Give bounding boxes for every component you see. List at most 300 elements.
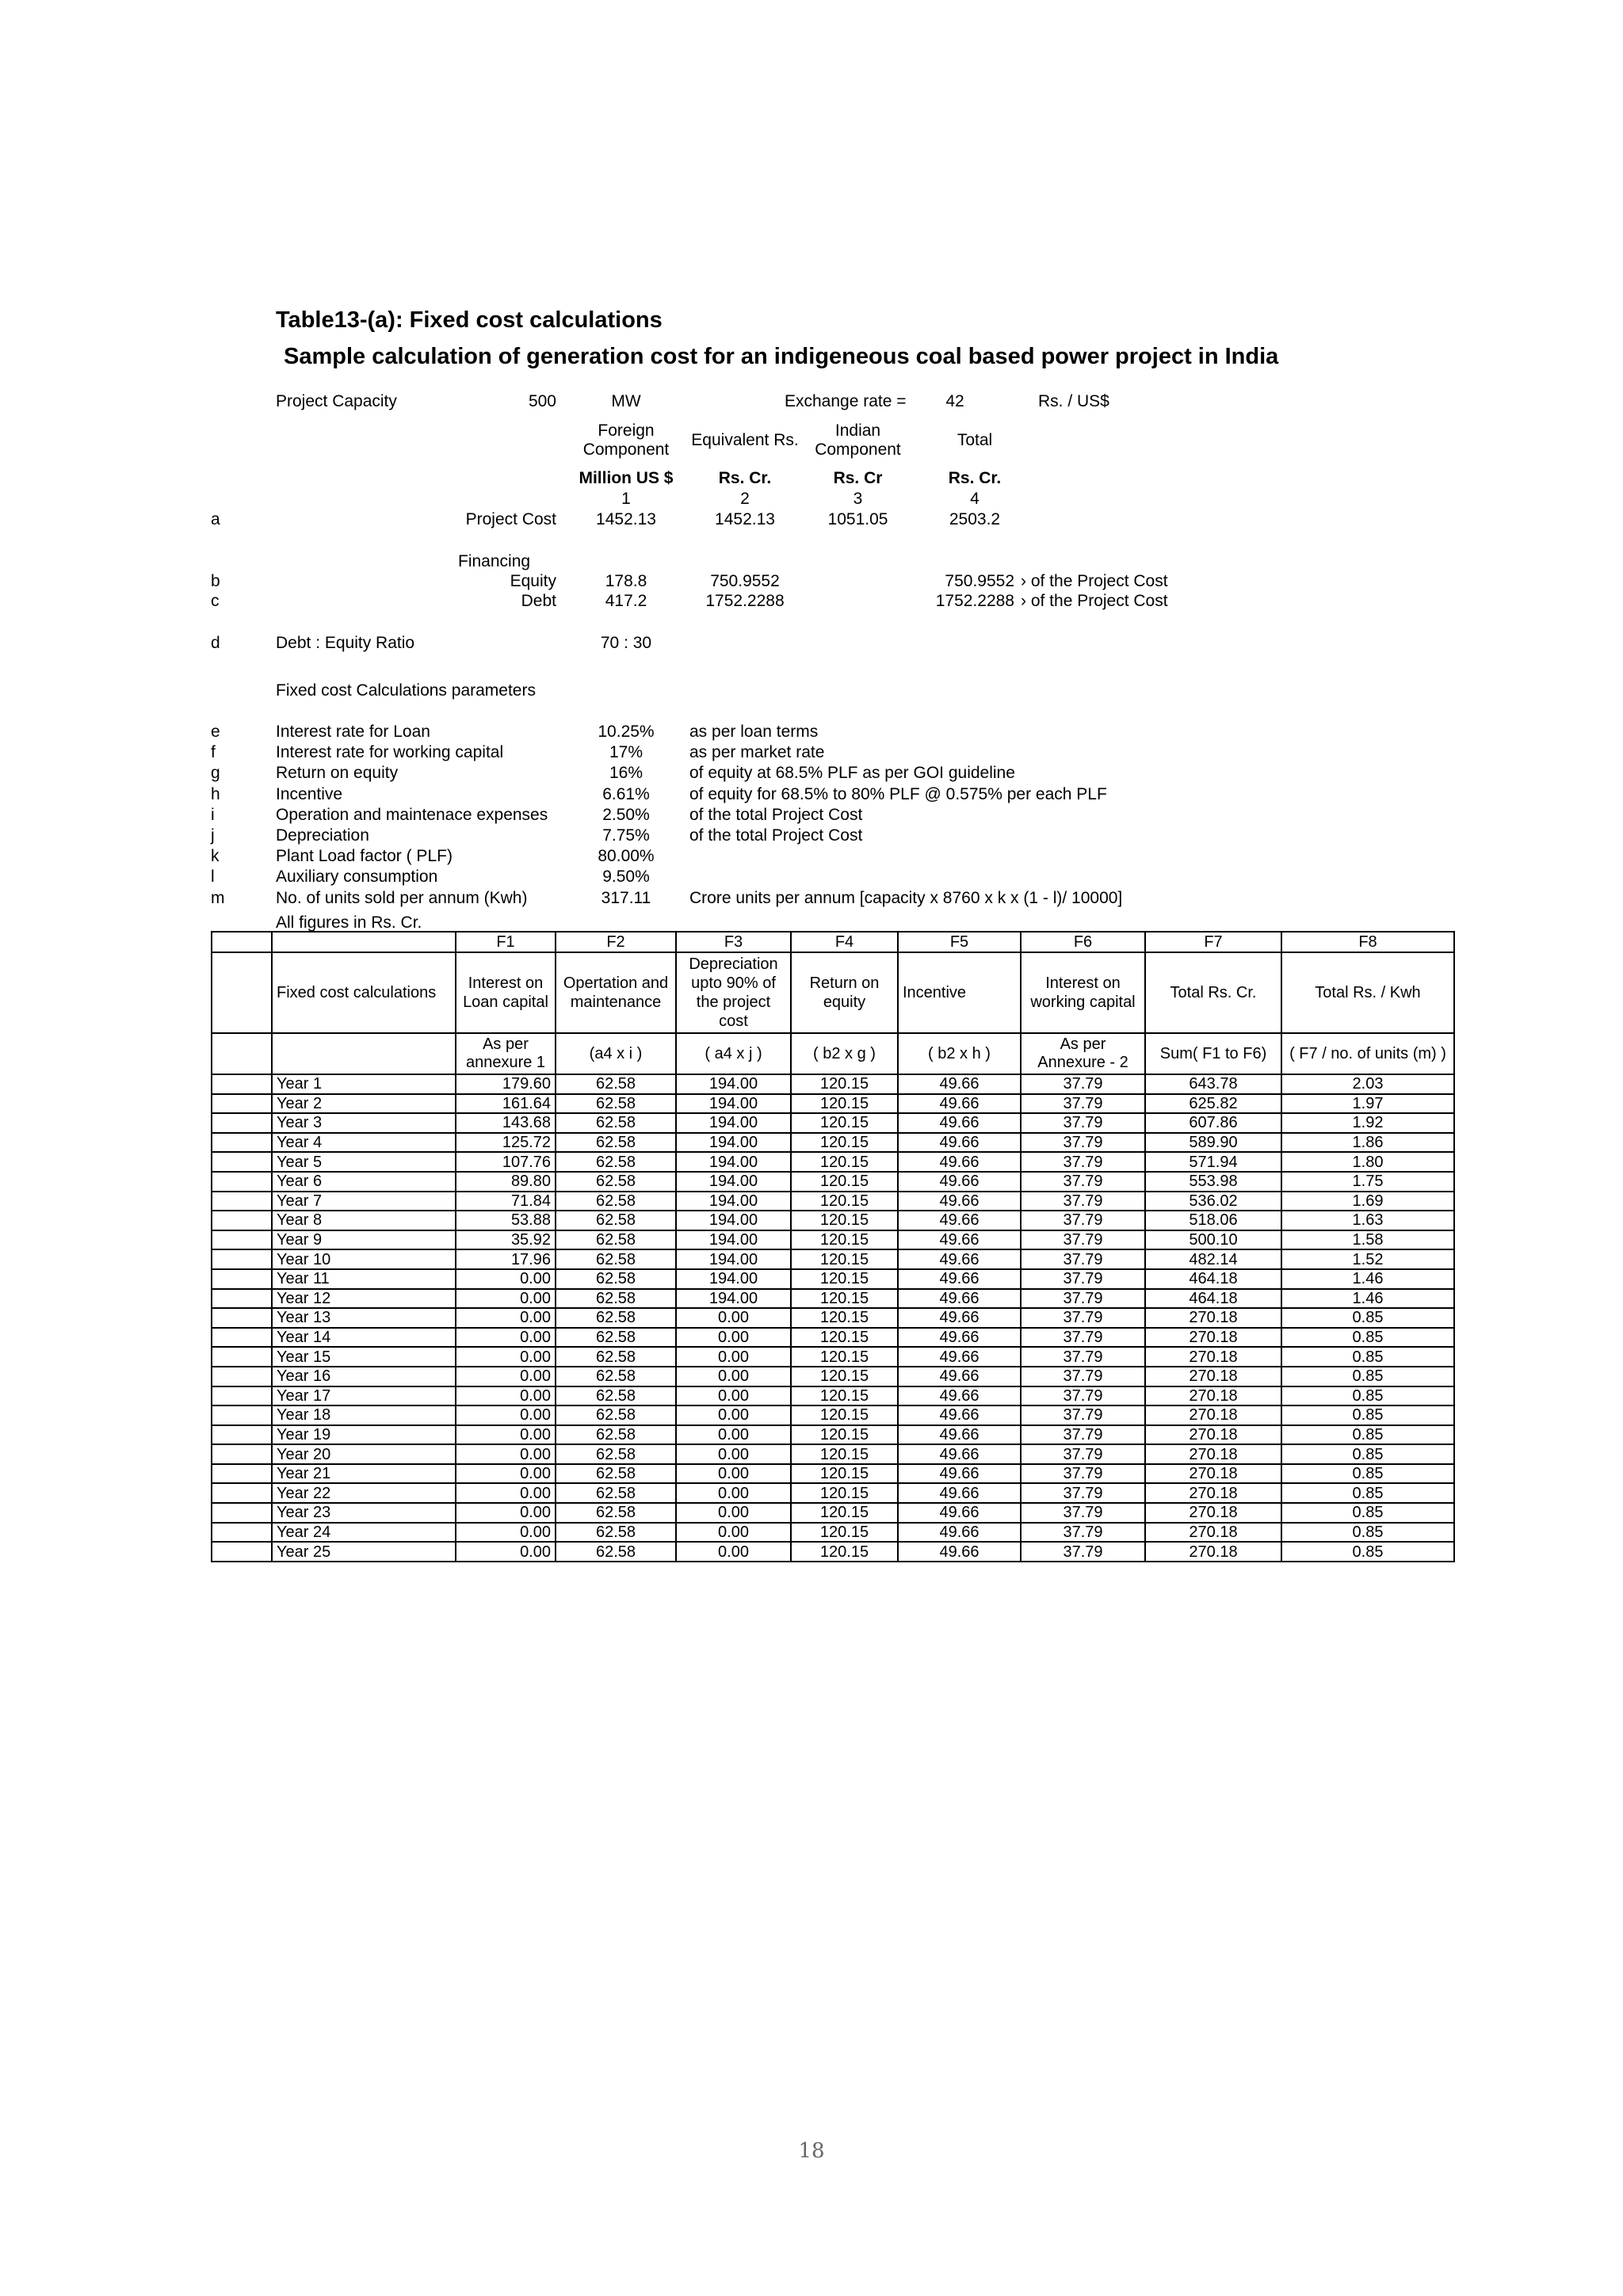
cell-f3: 194.00 bbox=[676, 1230, 791, 1250]
header-total-rs-cr: Total Rs. Cr. bbox=[1145, 952, 1281, 1033]
cell-f2: 62.58 bbox=[556, 1269, 676, 1289]
cell-f8: 1.58 bbox=[1281, 1230, 1454, 1250]
cell-f7: 536.02 bbox=[1145, 1192, 1281, 1211]
cell-f2: 62.58 bbox=[556, 1289, 676, 1309]
table-row bbox=[212, 1328, 1454, 1348]
param-letter: f bbox=[211, 743, 216, 761]
table-row bbox=[212, 1444, 1454, 1464]
cell-f8: 0.85 bbox=[1281, 1444, 1454, 1464]
cell-f4: 120.15 bbox=[791, 1074, 898, 1094]
cell-f8: 1.46 bbox=[1281, 1269, 1454, 1289]
header-return-equity: Return on equity bbox=[791, 952, 898, 1033]
project-cost-foreign: 1452.13 bbox=[596, 510, 656, 528]
cell-f2: 62.58 bbox=[556, 1386, 676, 1406]
cell-f1: 71.84 bbox=[456, 1192, 556, 1211]
code-f7: F7 bbox=[1145, 932, 1281, 952]
project-cost-total: 2503.2 bbox=[949, 510, 1001, 528]
cell-f3: 194.00 bbox=[676, 1113, 791, 1133]
cell-f4: 120.15 bbox=[791, 1503, 898, 1523]
table-code-row bbox=[212, 932, 1454, 952]
code-f6: F6 bbox=[1021, 932, 1145, 952]
cell-f5: 49.66 bbox=[898, 1464, 1021, 1484]
table-row bbox=[212, 1113, 1454, 1133]
cell-f7: 464.18 bbox=[1145, 1289, 1281, 1309]
cell-f7: 270.18 bbox=[1145, 1483, 1281, 1503]
equity-equivalent: 750.9552 bbox=[710, 572, 780, 590]
page-title: Table13-(a): Fixed cost calculations bbox=[276, 307, 663, 333]
cell-f8: 1.75 bbox=[1281, 1172, 1454, 1192]
cell-f2: 62.58 bbox=[556, 1192, 676, 1211]
row-blank-cell bbox=[212, 1542, 272, 1562]
cell-f6: 37.79 bbox=[1021, 1133, 1145, 1153]
cell-f2: 62.58 bbox=[556, 1094, 676, 1114]
param-label: Incentive bbox=[276, 785, 343, 803]
cell-f2: 62.58 bbox=[556, 1425, 676, 1445]
param-value: 6.61% bbox=[602, 785, 650, 803]
cell-f3: 194.00 bbox=[676, 1211, 791, 1230]
cell-f2: 62.58 bbox=[556, 1503, 676, 1523]
debt-foreign: 417.2 bbox=[605, 592, 647, 610]
formula-f4: ( b2 x g ) bbox=[791, 1033, 898, 1074]
row-blank-cell bbox=[212, 1523, 272, 1543]
cell-f4: 120.15 bbox=[791, 1464, 898, 1484]
cell-f6: 37.79 bbox=[1021, 1074, 1145, 1094]
cell-f8: 0.85 bbox=[1281, 1523, 1454, 1543]
row-blank-cell bbox=[212, 1249, 272, 1269]
cell-f6: 37.79 bbox=[1021, 1328, 1145, 1348]
cell-f6: 37.79 bbox=[1021, 1289, 1145, 1309]
cell-f5: 49.66 bbox=[898, 1074, 1021, 1094]
unit-million-usd: Million US $ bbox=[579, 469, 674, 487]
cell-f1: 0.00 bbox=[456, 1328, 556, 1348]
cell-f8: 1.46 bbox=[1281, 1289, 1454, 1309]
cell-f8: 1.63 bbox=[1281, 1211, 1454, 1230]
cell-f5: 49.66 bbox=[898, 1133, 1021, 1153]
param-note: as per market rate bbox=[689, 743, 825, 761]
cell-f4: 120.15 bbox=[791, 1172, 898, 1192]
cell-f2: 62.58 bbox=[556, 1328, 676, 1348]
equity-foreign: 178.8 bbox=[605, 572, 647, 590]
cell-f7: 553.98 bbox=[1145, 1172, 1281, 1192]
cell-f3: 0.00 bbox=[676, 1405, 791, 1425]
cell-f5: 49.66 bbox=[898, 1483, 1021, 1503]
cell-f6: 37.79 bbox=[1021, 1483, 1145, 1503]
cell-f2: 62.58 bbox=[556, 1444, 676, 1464]
cell-f3: 0.00 bbox=[676, 1523, 791, 1543]
row-blank-cell bbox=[212, 1405, 272, 1425]
cell-f4: 120.15 bbox=[791, 1523, 898, 1543]
param-value: 10.25% bbox=[598, 723, 655, 741]
cell-f6: 37.79 bbox=[1021, 1113, 1145, 1133]
cell-f5: 49.66 bbox=[898, 1230, 1021, 1250]
cell-f4: 120.15 bbox=[791, 1113, 898, 1133]
param-label: Auxiliary consumption bbox=[276, 868, 438, 886]
row-year-label: Year 23 bbox=[272, 1503, 456, 1523]
table-formula-row bbox=[212, 1033, 1454, 1074]
cell-f7: 482.14 bbox=[1145, 1249, 1281, 1269]
cell-f2: 62.58 bbox=[556, 1542, 676, 1562]
table-row bbox=[212, 1230, 1454, 1250]
cell-f1: 0.00 bbox=[456, 1483, 556, 1503]
row-blank-cell bbox=[212, 1152, 272, 1172]
header-total: Total bbox=[957, 431, 993, 449]
debt-note: › of the Project Cost bbox=[1021, 592, 1168, 610]
param-value: 9.50% bbox=[602, 868, 650, 886]
param-value: 2.50% bbox=[602, 806, 650, 824]
table-row bbox=[212, 1523, 1454, 1543]
header-equivalent-rs: Equivalent Rs. bbox=[691, 431, 799, 449]
cell-f7: 270.18 bbox=[1145, 1503, 1281, 1523]
cell-f7: 270.18 bbox=[1145, 1308, 1281, 1328]
cell-f8: 0.85 bbox=[1281, 1328, 1454, 1348]
param-note: of the total Project Cost bbox=[689, 826, 863, 845]
cell-f7: 270.18 bbox=[1145, 1444, 1281, 1464]
cell-f3: 0.00 bbox=[676, 1308, 791, 1328]
project-cost-label: Project Cost bbox=[465, 510, 556, 528]
cell-f1: 0.00 bbox=[456, 1347, 556, 1367]
param-note: of the total Project Cost bbox=[689, 806, 863, 824]
cell-f2: 62.58 bbox=[556, 1249, 676, 1269]
param-note: Crore units per annum [capacity x 8760 x k x (1 - l)/ 10000] bbox=[689, 889, 1123, 907]
param-value: 16% bbox=[609, 764, 643, 782]
cell-f4: 120.15 bbox=[791, 1347, 898, 1367]
cell-f4: 120.15 bbox=[791, 1425, 898, 1445]
table-row bbox=[212, 1133, 1454, 1153]
cell-f5: 49.66 bbox=[898, 1386, 1021, 1406]
page-number: 18 bbox=[798, 2139, 825, 2163]
cell-f8: 1.92 bbox=[1281, 1113, 1454, 1133]
param-note: as per loan terms bbox=[689, 723, 819, 741]
formula-f7: Sum( F1 to F6) bbox=[1145, 1033, 1281, 1074]
cell-f8: 2.03 bbox=[1281, 1074, 1454, 1094]
cell-f7: 270.18 bbox=[1145, 1542, 1281, 1562]
cell-f6: 37.79 bbox=[1021, 1308, 1145, 1328]
cell-f1: 0.00 bbox=[456, 1523, 556, 1543]
row-blank-cell bbox=[212, 1386, 272, 1406]
header-row-label: Fixed cost calculations bbox=[272, 952, 456, 1033]
row-year-label: Year 5 bbox=[272, 1152, 456, 1172]
row-blank-cell bbox=[212, 1367, 272, 1386]
financing-label: Financing bbox=[458, 552, 531, 570]
table-row bbox=[212, 1405, 1454, 1425]
row-blank-cell bbox=[212, 1094, 272, 1114]
cell-f1: 0.00 bbox=[456, 1269, 556, 1289]
cell-f2: 62.58 bbox=[556, 1172, 676, 1192]
row-year-label: Year 22 bbox=[272, 1483, 456, 1503]
table-row bbox=[212, 1192, 1454, 1211]
header-interest-working-capital: Interest on working capital bbox=[1021, 952, 1145, 1033]
cell-f2: 62.58 bbox=[556, 1113, 676, 1133]
row-year-label: Year 13 bbox=[272, 1308, 456, 1328]
cell-f1: 0.00 bbox=[456, 1405, 556, 1425]
table-row bbox=[212, 1308, 1454, 1328]
param-value: 317.11 bbox=[601, 889, 651, 907]
cell-f8: 0.85 bbox=[1281, 1542, 1454, 1562]
cell-f3: 194.00 bbox=[676, 1269, 791, 1289]
debt-equivalent: 1752.2288 bbox=[705, 592, 785, 610]
cell-f5: 49.66 bbox=[898, 1542, 1021, 1562]
cell-f5: 49.66 bbox=[898, 1211, 1021, 1230]
table-row bbox=[212, 1464, 1454, 1484]
cell-f7: 270.18 bbox=[1145, 1367, 1281, 1386]
table-row bbox=[212, 1483, 1454, 1503]
header-operation-maintenance: Opertation and maintenance bbox=[556, 952, 676, 1033]
cell-f3: 0.00 bbox=[676, 1425, 791, 1445]
cell-f6: 37.79 bbox=[1021, 1269, 1145, 1289]
param-note: of equity at 68.5% PLF as per GOI guideline bbox=[689, 764, 1015, 782]
header-depreciation: Depreciation upto 90% of the project cost bbox=[676, 952, 791, 1033]
cell-f2: 62.58 bbox=[556, 1464, 676, 1484]
row-blank-cell bbox=[212, 1328, 272, 1348]
cell-f8: 0.85 bbox=[1281, 1503, 1454, 1523]
row-blank-cell bbox=[212, 1464, 272, 1484]
capacity-unit: MW bbox=[611, 392, 641, 410]
cell-f6: 37.79 bbox=[1021, 1152, 1145, 1172]
cell-f7: 270.18 bbox=[1145, 1328, 1281, 1348]
row-blank-cell bbox=[212, 1308, 272, 1328]
param-letter: h bbox=[211, 785, 220, 803]
cell-f6: 37.79 bbox=[1021, 1347, 1145, 1367]
row-blank-cell bbox=[212, 1289, 272, 1309]
cell-f5: 49.66 bbox=[898, 1269, 1021, 1289]
cell-f5: 49.66 bbox=[898, 1328, 1021, 1348]
cell-f1: 0.00 bbox=[456, 1542, 556, 1562]
cell-f4: 120.15 bbox=[791, 1211, 898, 1230]
param-letter: l bbox=[211, 868, 215, 886]
row-blank-cell bbox=[212, 1269, 272, 1289]
code-f3: F3 bbox=[676, 932, 791, 952]
cell-f8: 1.97 bbox=[1281, 1094, 1454, 1114]
cell-f3: 0.00 bbox=[676, 1464, 791, 1484]
param-letter: i bbox=[211, 806, 215, 824]
cell-f8: 0.85 bbox=[1281, 1367, 1454, 1386]
cell-f3: 194.00 bbox=[676, 1074, 791, 1094]
cell-f3: 0.00 bbox=[676, 1542, 791, 1562]
cell-f2: 62.58 bbox=[556, 1347, 676, 1367]
table-row bbox=[212, 1249, 1454, 1269]
row-letter-d: d bbox=[211, 634, 220, 652]
param-letter: e bbox=[211, 723, 220, 741]
cell-f6: 37.79 bbox=[1021, 1094, 1145, 1114]
cell-f3: 194.00 bbox=[676, 1133, 791, 1153]
row-blank-cell bbox=[212, 1211, 272, 1230]
project-cost-indian: 1051.05 bbox=[827, 510, 888, 528]
cell-f6: 37.79 bbox=[1021, 1503, 1145, 1523]
table-row bbox=[212, 1386, 1454, 1406]
param-value: 80.00% bbox=[598, 847, 655, 865]
cell-f6: 37.79 bbox=[1021, 1523, 1145, 1543]
cell-f3: 194.00 bbox=[676, 1289, 791, 1309]
cell-f1: 125.72 bbox=[456, 1133, 556, 1153]
row-year-label: Year 3 bbox=[272, 1113, 456, 1133]
debt-total: 1752.2288 bbox=[935, 592, 1014, 610]
cell-f3: 0.00 bbox=[676, 1347, 791, 1367]
cell-f6: 37.79 bbox=[1021, 1192, 1145, 1211]
param-label: Interest rate for Loan bbox=[276, 723, 430, 741]
cell-f1: 0.00 bbox=[456, 1308, 556, 1328]
cell-f2: 62.58 bbox=[556, 1211, 676, 1230]
cell-f1: 0.00 bbox=[456, 1367, 556, 1386]
cell-f7: 270.18 bbox=[1145, 1405, 1281, 1425]
header-interest-loan: Interest on Loan capital bbox=[456, 952, 556, 1033]
param-label: Return on equity bbox=[276, 764, 399, 782]
params-heading: Fixed cost Calculations parameters bbox=[276, 681, 536, 700]
row-year-label: Year 8 bbox=[272, 1211, 456, 1230]
cell-f2: 62.58 bbox=[556, 1152, 676, 1172]
cell-f8: 0.85 bbox=[1281, 1425, 1454, 1445]
row-blank-cell bbox=[212, 1483, 272, 1503]
table-row bbox=[212, 1289, 1454, 1309]
param-letter: j bbox=[211, 826, 215, 845]
row-year-label: Year 17 bbox=[272, 1386, 456, 1406]
unit-rs-cr-equivalent: Rs. Cr. bbox=[718, 469, 772, 487]
cell-f8: 1.86 bbox=[1281, 1133, 1454, 1153]
cell-f8: 1.69 bbox=[1281, 1192, 1454, 1211]
cell-f3: 194.00 bbox=[676, 1152, 791, 1172]
index-2: 2 bbox=[740, 490, 750, 508]
cell-f1: 0.00 bbox=[456, 1503, 556, 1523]
table-row bbox=[212, 1094, 1454, 1114]
row-year-label: Year 18 bbox=[272, 1405, 456, 1425]
cell-f4: 120.15 bbox=[791, 1386, 898, 1406]
code-f4: F4 bbox=[791, 932, 898, 952]
cell-f4: 120.15 bbox=[791, 1328, 898, 1348]
cell-f3: 194.00 bbox=[676, 1192, 791, 1211]
cell-f5: 49.66 bbox=[898, 1308, 1021, 1328]
exchange-value: 42 bbox=[945, 392, 964, 410]
row-year-label: Year 19 bbox=[272, 1425, 456, 1445]
row-blank-cell bbox=[212, 1192, 272, 1211]
row-year-label: Year 2 bbox=[272, 1094, 456, 1114]
cell-f5: 49.66 bbox=[898, 1444, 1021, 1464]
index-3: 3 bbox=[853, 490, 863, 508]
ratio-value: 70 : 30 bbox=[600, 634, 652, 652]
formula-empty-b bbox=[272, 1033, 456, 1074]
cell-f8: 1.52 bbox=[1281, 1249, 1454, 1269]
cell-f7: 270.18 bbox=[1145, 1347, 1281, 1367]
cell-f6: 37.79 bbox=[1021, 1211, 1145, 1230]
code-f2: F2 bbox=[556, 932, 676, 952]
table-row bbox=[212, 1542, 1454, 1562]
cell-f3: 0.00 bbox=[676, 1367, 791, 1386]
project-cost-equivalent: 1452.13 bbox=[715, 510, 775, 528]
row-blank-cell bbox=[212, 1074, 272, 1094]
page-subtitle: Sample calculation of generation cost for an indigeneous coal based power project in India bbox=[284, 344, 1279, 369]
cell-f5: 49.66 bbox=[898, 1347, 1021, 1367]
cell-f6: 37.79 bbox=[1021, 1172, 1145, 1192]
table-row bbox=[212, 1211, 1454, 1230]
table-row bbox=[212, 1347, 1454, 1367]
cell-f7: 643.78 bbox=[1145, 1074, 1281, 1094]
row-year-label: Year 16 bbox=[272, 1367, 456, 1386]
cell-f5: 49.66 bbox=[898, 1094, 1021, 1114]
cell-f3: 194.00 bbox=[676, 1094, 791, 1114]
row-year-label: Year 7 bbox=[272, 1192, 456, 1211]
cell-f1: 107.76 bbox=[456, 1152, 556, 1172]
header-total-rs-kwh: Total Rs. / Kwh bbox=[1281, 952, 1454, 1033]
row-blank-cell bbox=[212, 1113, 272, 1133]
param-value: 7.75% bbox=[602, 826, 650, 845]
row-year-label: Year 1 bbox=[272, 1074, 456, 1094]
row-year-label: Year 11 bbox=[272, 1269, 456, 1289]
formula-empty-a bbox=[212, 1033, 272, 1074]
cell-f1: 53.88 bbox=[456, 1211, 556, 1230]
cell-f6: 37.79 bbox=[1021, 1542, 1145, 1562]
cell-f6: 37.79 bbox=[1021, 1249, 1145, 1269]
cell-f5: 49.66 bbox=[898, 1249, 1021, 1269]
cell-f6: 37.79 bbox=[1021, 1464, 1145, 1484]
cell-f3: 0.00 bbox=[676, 1483, 791, 1503]
cell-f7: 518.06 bbox=[1145, 1211, 1281, 1230]
header-foreign-component: Foreign Component bbox=[582, 421, 670, 459]
cell-f5: 49.66 bbox=[898, 1425, 1021, 1445]
cell-f4: 120.15 bbox=[791, 1308, 898, 1328]
formula-f3: ( a4 x j ) bbox=[676, 1033, 791, 1074]
fixed-cost-table bbox=[211, 931, 1455, 1562]
cell-f3: 0.00 bbox=[676, 1503, 791, 1523]
row-letter-a: a bbox=[211, 510, 220, 528]
cell-f4: 120.15 bbox=[791, 1542, 898, 1562]
cell-f6: 37.79 bbox=[1021, 1405, 1145, 1425]
cell-f1: 0.00 bbox=[456, 1386, 556, 1406]
param-letter: g bbox=[211, 764, 220, 782]
table-row bbox=[212, 1269, 1454, 1289]
cell-f6: 37.79 bbox=[1021, 1444, 1145, 1464]
formula-f1: As per annexure 1 bbox=[456, 1033, 556, 1074]
exchange-label: Exchange rate = bbox=[785, 392, 907, 410]
row-year-label: Year 4 bbox=[272, 1133, 456, 1153]
row-blank-cell bbox=[212, 1230, 272, 1250]
cell-f8: 0.85 bbox=[1281, 1405, 1454, 1425]
row-year-label: Year 9 bbox=[272, 1230, 456, 1250]
cell-f4: 120.15 bbox=[791, 1483, 898, 1503]
exchange-unit: Rs. / US$ bbox=[1038, 392, 1109, 410]
cell-f7: 589.90 bbox=[1145, 1133, 1281, 1153]
cell-f4: 120.15 bbox=[791, 1444, 898, 1464]
cell-f3: 194.00 bbox=[676, 1172, 791, 1192]
cell-f5: 49.66 bbox=[898, 1192, 1021, 1211]
cell-f8: 0.85 bbox=[1281, 1386, 1454, 1406]
cell-f1: 0.00 bbox=[456, 1464, 556, 1484]
equity-total: 750.9552 bbox=[945, 572, 1014, 590]
cell-f6: 37.79 bbox=[1021, 1367, 1145, 1386]
cell-f5: 49.66 bbox=[898, 1113, 1021, 1133]
param-note: of equity for 68.5% to 80% PLF @ 0.575% per each PLF bbox=[689, 785, 1107, 803]
cell-f5: 49.66 bbox=[898, 1503, 1021, 1523]
cell-f4: 120.15 bbox=[791, 1192, 898, 1211]
formula-f8: ( F7 / no. of units (m) ) bbox=[1281, 1033, 1454, 1074]
cell-f4: 120.15 bbox=[791, 1289, 898, 1309]
index-4: 4 bbox=[970, 490, 980, 508]
cell-f8: 0.85 bbox=[1281, 1464, 1454, 1484]
row-year-label: Year 6 bbox=[272, 1172, 456, 1192]
row-year-label: Year 15 bbox=[272, 1347, 456, 1367]
cell-f1: 161.64 bbox=[456, 1094, 556, 1114]
row-blank-cell bbox=[212, 1172, 272, 1192]
header-incentive: Incentive bbox=[898, 952, 1021, 1033]
cell-f6: 37.79 bbox=[1021, 1230, 1145, 1250]
cell-f4: 120.15 bbox=[791, 1094, 898, 1114]
cell-f7: 625.82 bbox=[1145, 1094, 1281, 1114]
row-letter-b: b bbox=[211, 572, 220, 590]
cell-f8: 0.85 bbox=[1281, 1347, 1454, 1367]
param-label: Operation and maintenace expenses bbox=[276, 806, 548, 824]
cell-f4: 120.15 bbox=[791, 1367, 898, 1386]
unit-rs-cr-total: Rs. Cr. bbox=[948, 469, 1002, 487]
cell-f2: 62.58 bbox=[556, 1230, 676, 1250]
cell-f1: 17.96 bbox=[456, 1249, 556, 1269]
unit-rs-cr-indian: Rs. Cr bbox=[833, 469, 883, 487]
